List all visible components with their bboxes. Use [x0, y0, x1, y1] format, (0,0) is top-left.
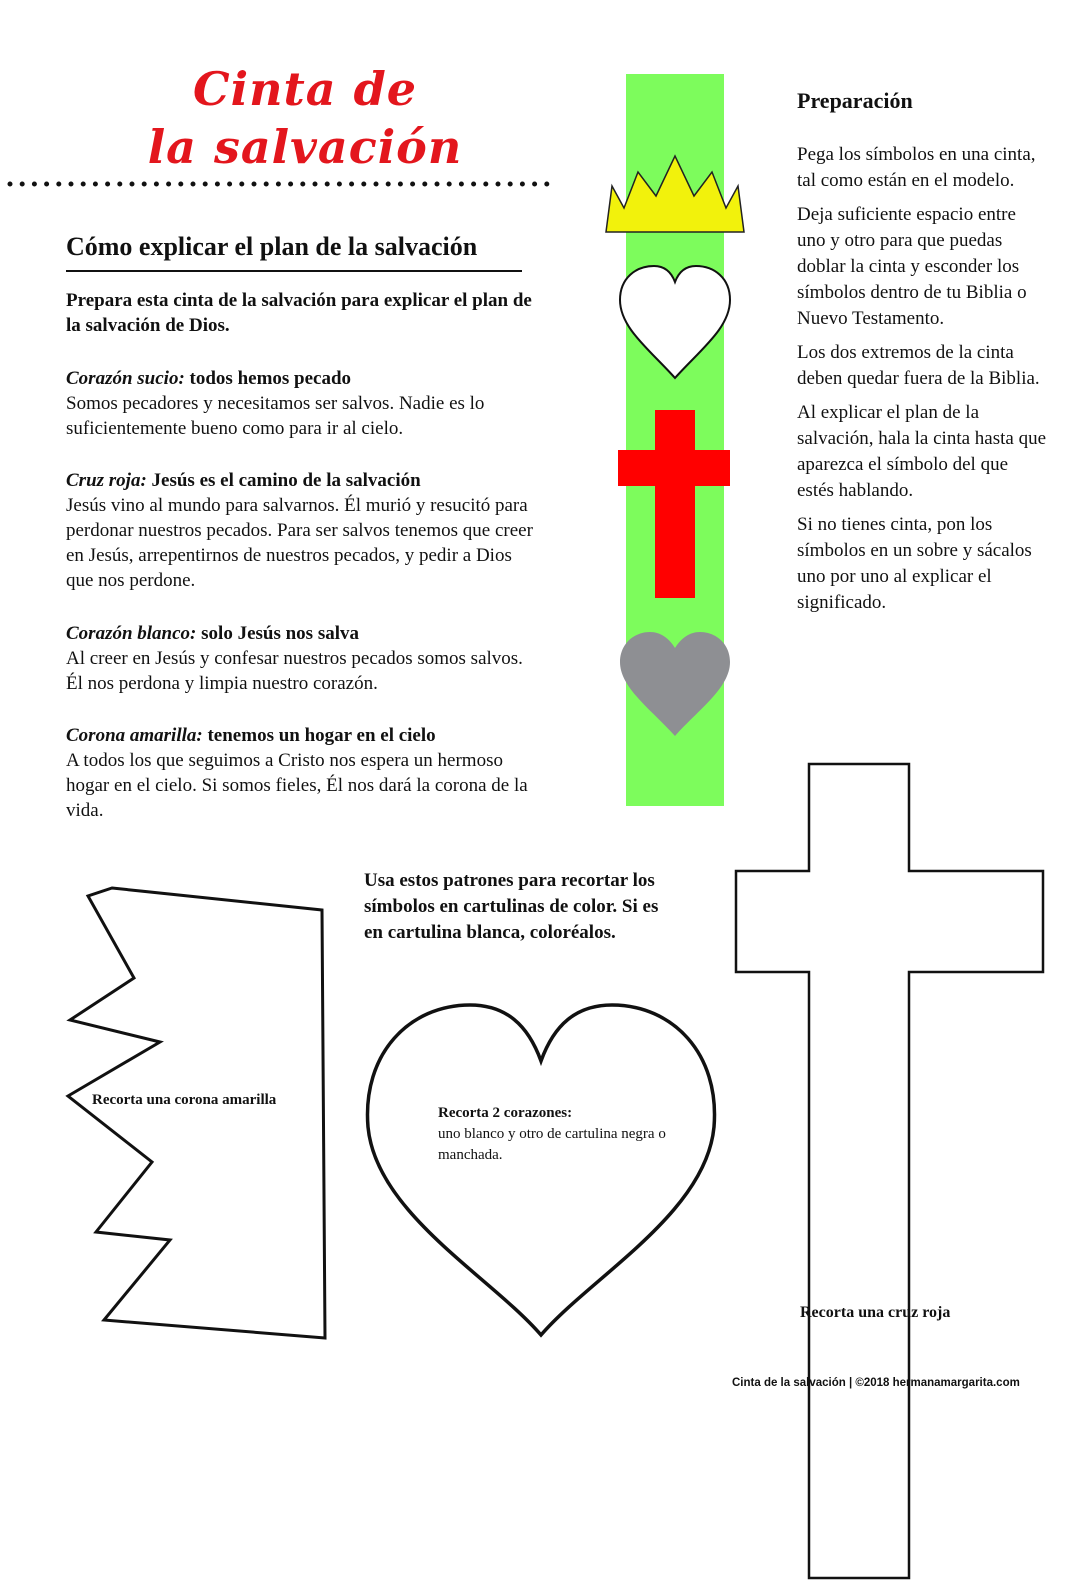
crown-pattern-label: Recorta una corona amarilla	[92, 1092, 277, 1108]
symbol-body: Al creer en Jesús y confesar nuestros pecados somos salvos. Él nos perdona y limpia nuestro corazón.	[66, 648, 523, 694]
symbol-heading	[66, 468, 536, 493]
symbol-label: Corona amarilla:	[66, 725, 203, 746]
symbol-explanation	[66, 366, 536, 441]
heart-pattern-icon	[356, 995, 726, 1340]
footer-credit: Cinta de la salvación | ©2018 hermanamargarita.com	[732, 1377, 1020, 1389]
preparation-paragraph: Pega los símbolos en una cinta, tal como están en el modelo.	[797, 144, 1036, 191]
heart-pattern-label	[438, 1103, 678, 1166]
section-intro: Prepara esta cinta de la salvación para explicar el plan de la salvación de Dios.	[66, 290, 532, 336]
heart-icon	[620, 266, 730, 378]
symbol-heading	[66, 723, 536, 748]
symbol-body: Jesús vino al mundo para salvarnos. Él murió y resucitó para perdonar nuestros pecados. Para ser salvos tenemos que creer en Jesús, arrepentirnos de nuestros pecados, y pedir a Dios que nos perdone.	[66, 495, 533, 591]
symbol-explanation	[66, 621, 536, 696]
symbol-explanation	[66, 723, 536, 823]
preparation-title: Preparación	[797, 88, 913, 113]
symbol-label: Cruz roja:	[66, 470, 147, 491]
heart-label-detail: uno blanco y otro de cartulina negra o manchada.	[438, 1126, 666, 1163]
symbol-headline: tenemos un hogar en el cielo	[202, 725, 436, 746]
preparation-steps	[797, 142, 1047, 624]
symbol-body: A todos los que seguimos a Cristo nos espera un hermoso hogar en el cielo. Si somos fieles, Él nos dará la corona de la vida.	[66, 750, 528, 821]
preparation-paragraph: Si no tienes cinta, pon los símbolos en un sobre y sácalos uno por uno al explicar el significado.	[797, 514, 1032, 613]
symbol-label: Corazón blanco:	[66, 623, 197, 644]
preparation-paragraph: Al explicar el plan de la salvación, hala la cinta hasta que aparezca el símbolo del que estés hablando.	[797, 402, 1047, 501]
heart-label-heading: Recorta 2 corazones:	[438, 1105, 573, 1121]
title-line-2: la salvación	[147, 120, 463, 174]
symbol-heading	[66, 621, 536, 646]
preparation-paragraph: Los dos extremos de la cinta deben quedar fuera de la Biblia.	[797, 342, 1040, 389]
page-title	[120, 60, 490, 176]
symbol-headline: Jesús es el camino de la salvación	[146, 470, 421, 491]
symbol-label: Corazón sucio:	[66, 368, 185, 389]
symbol-headline: solo Jesús nos salva	[196, 623, 359, 644]
symbol-heading	[66, 366, 536, 391]
title-line-1: Cinta de	[192, 62, 418, 116]
cross-pattern-icon	[732, 760, 1047, 1585]
cross-icon	[618, 410, 730, 598]
crown-pattern-icon	[60, 880, 335, 1350]
crown-icon	[606, 156, 744, 232]
symbol-explanation	[66, 468, 536, 593]
symbol-body: Somos pecadores y necesitamos ser salvos. Nadie es lo suficientemente bueno como para ir al cielo.	[66, 393, 485, 439]
pattern-instructions: Usa estos patrones para recortar los símbolos en cartulinas de color. Si es en cartulina blanca, coloréalos.	[364, 870, 659, 943]
section-title: Cómo explicar el plan de la salvación	[66, 230, 522, 272]
symbol-headline: todos hemos pecado	[184, 368, 352, 389]
preparation-paragraph: Deja suficiente espacio entre uno y otro para que puedas doblar la cinta y esconder los símbolos dentro de tu Biblia o Nuevo Testamento.	[797, 204, 1027, 329]
ribbon-symbols	[600, 150, 750, 750]
cross-pattern-label: Recorta una cruz roja	[800, 1304, 951, 1321]
heart-icon	[620, 632, 730, 736]
dotted-divider	[6, 178, 560, 190]
